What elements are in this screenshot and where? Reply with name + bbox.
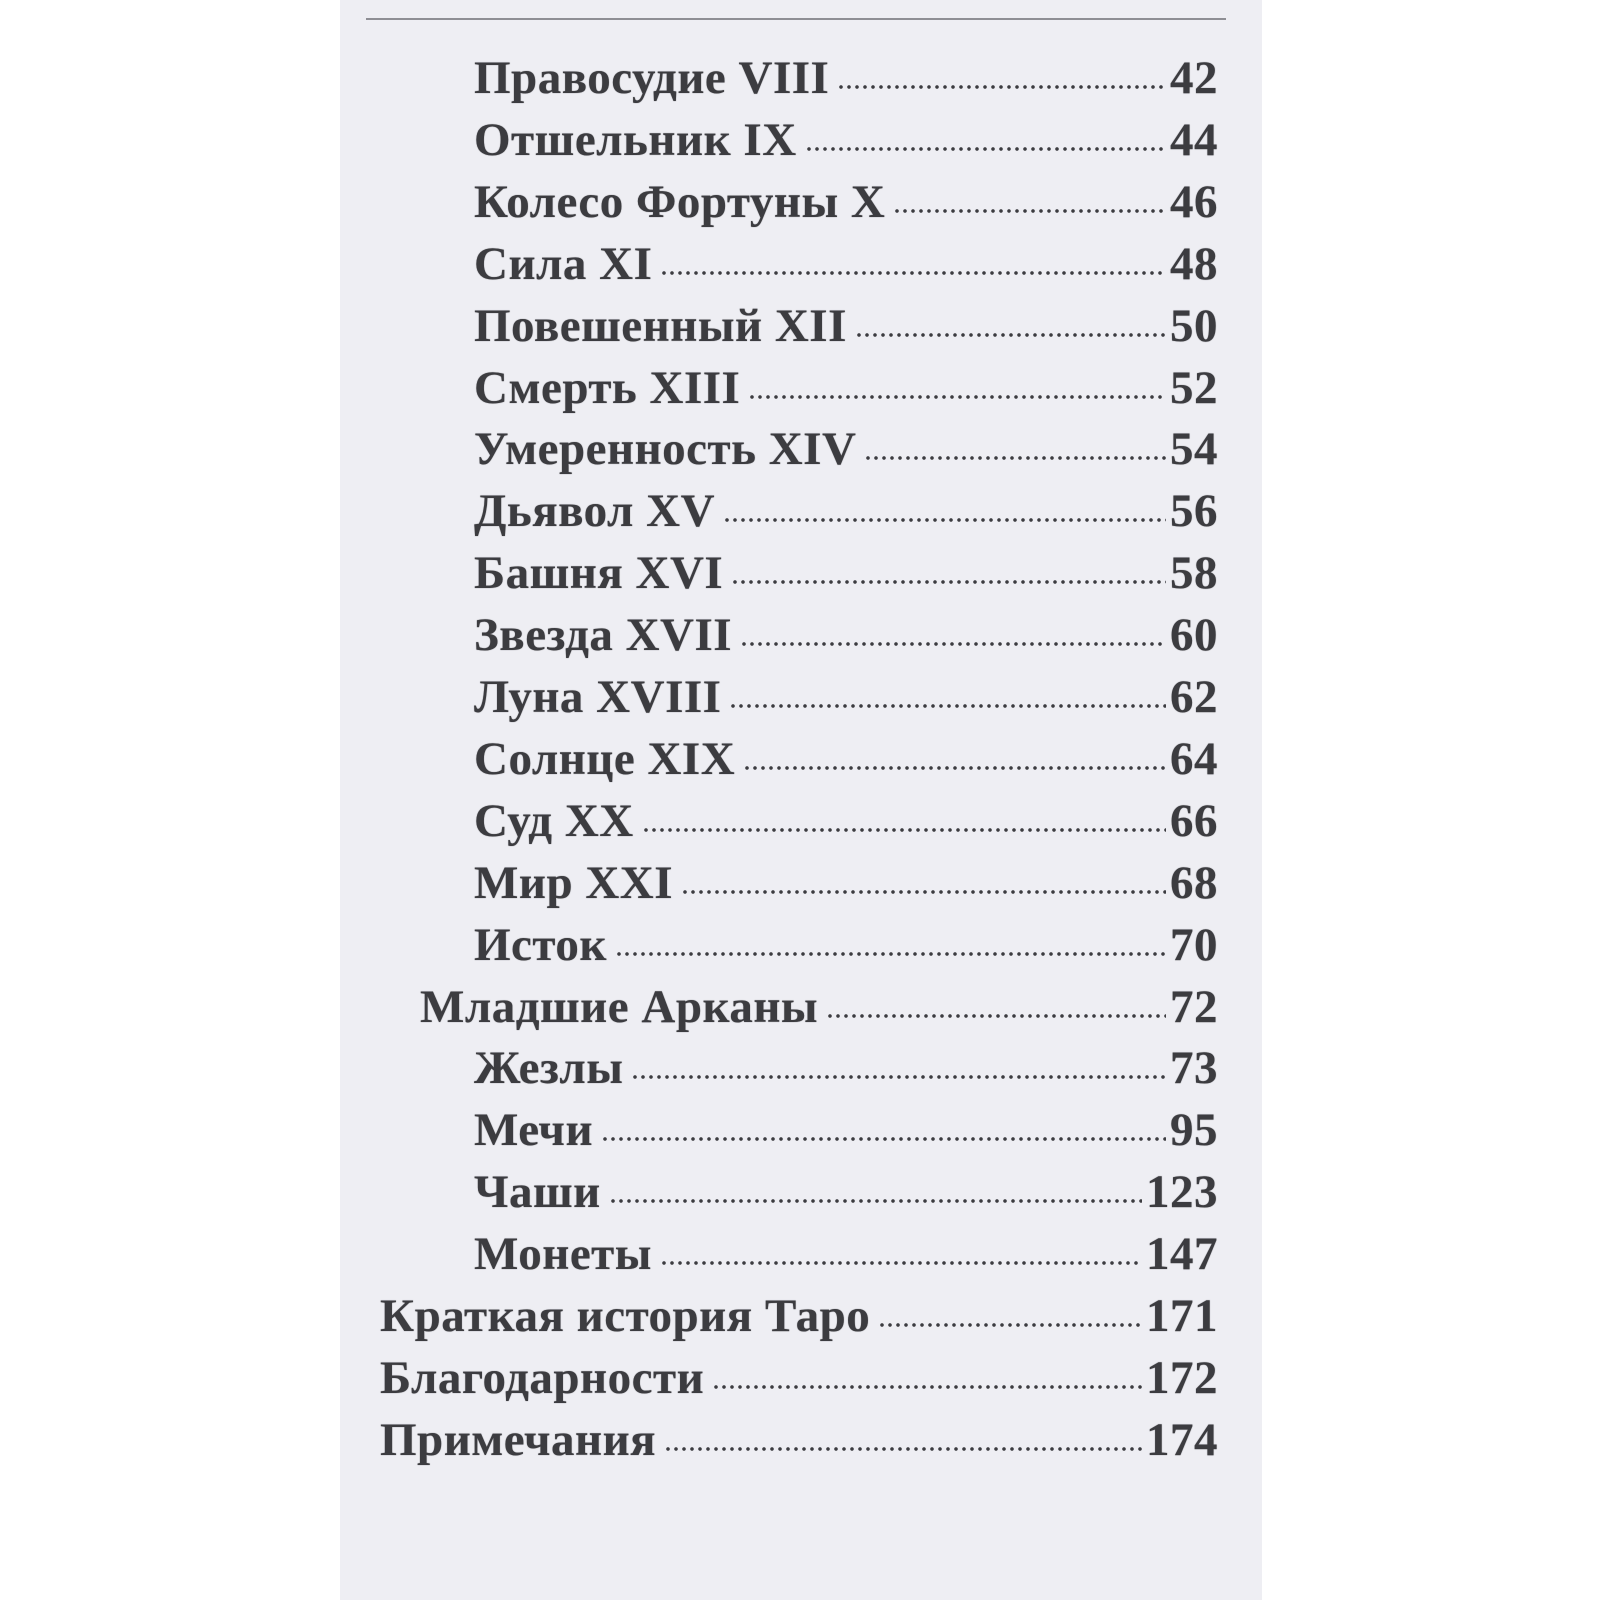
- dot-leader: [743, 761, 1166, 775]
- toc-entry-page-number: 56: [1170, 485, 1218, 537]
- toc-entry: [474, 1224, 1218, 1284]
- toc-entry: [380, 1286, 1218, 1346]
- toc-entry-title: Младшие Арканы: [420, 981, 819, 1033]
- toc-entry-title: Колесо Фортуны X: [474, 176, 886, 228]
- toc-entry-title: Повешенный XII: [474, 300, 847, 352]
- dot-leader: [615, 947, 1166, 961]
- toc-entry: [474, 1100, 1218, 1160]
- toc-entry-title: Мир XXI: [474, 857, 674, 909]
- toc-entry-page-number: 68: [1170, 857, 1218, 909]
- toc-entry-title: Примечания: [380, 1414, 657, 1466]
- dot-leader: [740, 637, 1166, 651]
- toc-entry-page-number: 60: [1170, 609, 1218, 661]
- toc-entry: [474, 1162, 1218, 1222]
- toc-entry: [474, 110, 1218, 170]
- toc-entry-page-number: 73: [1170, 1042, 1218, 1094]
- toc-entry: [420, 977, 1218, 1037]
- toc-entry-title: Дьявол XV: [474, 485, 716, 537]
- dot-leader: [826, 1009, 1166, 1023]
- book-page: [340, 0, 1262, 1600]
- toc-entry: [474, 481, 1218, 541]
- dot-leader: [712, 1380, 1142, 1394]
- toc-entry-title: Звезда XVII: [474, 609, 733, 661]
- toc-entry-page-number: 44: [1170, 114, 1218, 166]
- dot-leader: [731, 575, 1166, 589]
- toc-entry: [380, 1410, 1218, 1470]
- dot-leader: [660, 1256, 1142, 1270]
- toc-entry-page-number: 50: [1170, 300, 1218, 352]
- toc-entry-title: Сила XI: [474, 238, 653, 290]
- toc-entry-page-number: 174: [1146, 1414, 1218, 1466]
- toc-entry-title: Умеренность XIV: [474, 423, 857, 475]
- toc-entry-title: Луна XVIII: [474, 671, 722, 723]
- toc-entry-title: Краткая история Таро: [380, 1290, 871, 1342]
- toc-entry: [474, 605, 1218, 665]
- dot-leader: [893, 204, 1166, 218]
- table-of-contents: [340, 0, 1262, 1600]
- toc-entry: [474, 358, 1218, 418]
- toc-entry: [474, 667, 1218, 727]
- dot-leader: [681, 885, 1166, 899]
- toc-entry: [474, 791, 1218, 851]
- dot-leader: [837, 80, 1166, 94]
- toc-entry-page-number: 95: [1170, 1104, 1218, 1156]
- dot-leader: [601, 1132, 1166, 1146]
- toc-entry-page-number: 70: [1170, 919, 1218, 971]
- dot-leader: [855, 328, 1166, 342]
- toc-entry: [474, 543, 1218, 603]
- toc-entry-page-number: 46: [1170, 176, 1218, 228]
- toc-entry-title: Чаши: [474, 1166, 601, 1218]
- toc-entry-title: Башня XVI: [474, 547, 724, 599]
- dot-leader: [660, 266, 1166, 280]
- toc-entry: [474, 296, 1218, 356]
- toc-entry: [474, 419, 1218, 479]
- dot-leader: [664, 1442, 1142, 1456]
- toc-entry-title: Правосудие VIII: [474, 52, 830, 104]
- dot-leader: [642, 823, 1166, 837]
- toc-entry: [474, 915, 1218, 975]
- toc-entry: [474, 729, 1218, 789]
- toc-entry-page-number: 42: [1170, 52, 1218, 104]
- toc-entry: [380, 1348, 1218, 1408]
- toc-entry-page-number: 147: [1146, 1228, 1218, 1280]
- toc-entry-page-number: 72: [1170, 981, 1218, 1033]
- toc-entry-page-number: 58: [1170, 547, 1218, 599]
- toc-entry-page-number: 66: [1170, 795, 1218, 847]
- toc-entry-page-number: 64: [1170, 733, 1218, 785]
- toc-entry-title: Отшельник IX: [474, 114, 797, 166]
- dot-leader: [805, 142, 1166, 156]
- toc-entry-page-number: 123: [1146, 1166, 1218, 1218]
- toc-entry: [474, 172, 1218, 232]
- toc-entry-title: Мечи: [474, 1104, 594, 1156]
- toc-entry-title: Исток: [474, 919, 607, 971]
- dot-leader: [864, 451, 1166, 465]
- toc-entry: [474, 234, 1218, 294]
- toc-entry-title: Смерть XIII: [474, 362, 741, 414]
- toc-entry: [474, 48, 1218, 108]
- toc-entry: [474, 853, 1218, 913]
- toc-entry-title: Жезлы: [474, 1042, 624, 1094]
- toc-entry-title: Солнце XIX: [474, 733, 736, 785]
- toc-entry-page-number: 62: [1170, 671, 1218, 723]
- toc-entry-title: Монеты: [474, 1228, 652, 1280]
- dot-leader: [729, 699, 1166, 713]
- dot-leader: [609, 1194, 1142, 1208]
- toc-entry-page-number: 171: [1146, 1290, 1218, 1342]
- toc-entry-title: Суд XX: [474, 795, 634, 847]
- toc-entry-page-number: 48: [1170, 238, 1218, 290]
- dot-leader: [631, 1070, 1166, 1084]
- dot-leader: [723, 513, 1166, 527]
- dot-leader: [878, 1318, 1142, 1332]
- toc-entry: [474, 1038, 1218, 1098]
- toc-entry-title: Благодарности: [380, 1352, 705, 1404]
- toc-entry-page-number: 54: [1170, 423, 1218, 475]
- toc-entry-page-number: 172: [1146, 1352, 1218, 1404]
- dot-leader: [748, 390, 1166, 404]
- toc-entry-page-number: 52: [1170, 362, 1218, 414]
